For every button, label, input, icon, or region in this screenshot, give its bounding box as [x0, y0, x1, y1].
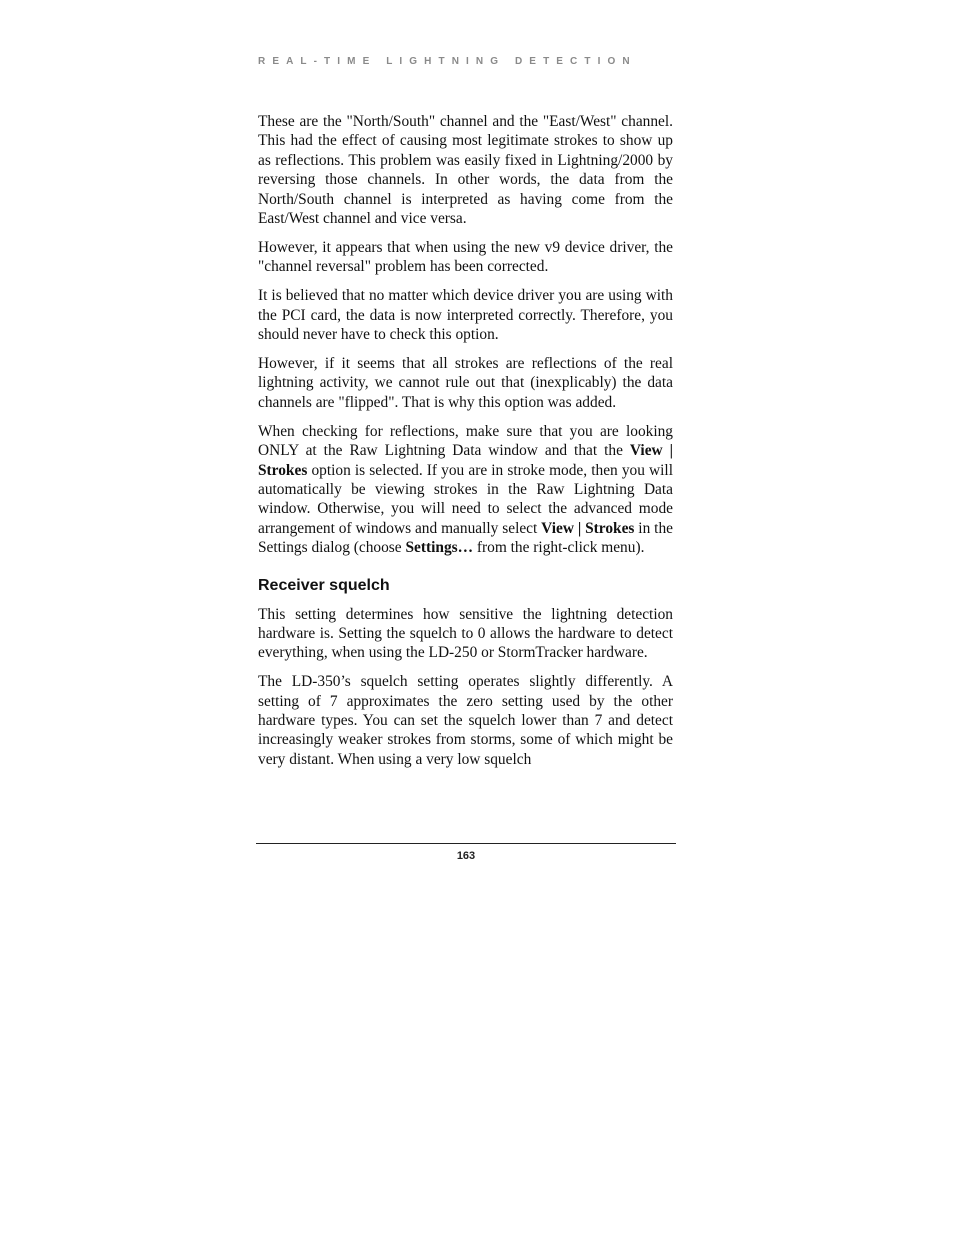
paragraph-channel-reversal: These are the "North/South" channel and the "East/West" channel. This had the effect of causing most legitimate strokes to show up as reflections. This problem was easily fixed in Lightning/2000 by reversing those channels. In other words, the data from the North/South channel is interpreted as having come from the East/West channel and vice versa. [258, 113, 673, 228]
paragraph-squelch-sensitivity: This setting determines how sensitive the lightning detection hardware is. Setting the squelch to 0 allows the hardware to detect everything, when using the LD-250 or StormTracker hardware. [258, 605, 673, 662]
page-number: 163 [456, 850, 476, 862]
page-body [258, 112, 673, 779]
menu-path-view-strokes: View | Strokes [541, 519, 635, 537]
running-header: REAL-TIME LIGHTNING DETECTION [258, 56, 637, 67]
paragraph-pci-card: It is believed that no matter which device driver you are using with the PCI card, the data is now interpreted correctly. Therefore, you should never have to check this option. [258, 287, 673, 344]
paragraph-v9-driver: However, it appears that when using the new v9 device driver, the "channel reversal" problem has been corrected. [258, 238, 673, 276]
text-run: option is selected. If you are in stroke mode, then you will automatically be viewing strokes in the Raw Lightning Data window. Otherwise, you will need to select the advanced mode arrangement of windows and manually select [258, 461, 673, 537]
footer-divider [256, 843, 676, 844]
paragraph-checking-reflections [258, 422, 673, 558]
text-run: in the Settings dialog (choose [258, 519, 673, 557]
text-run: from the right-click menu). [473, 539, 645, 557]
menu-item-settings: Settings… [405, 539, 474, 557]
text-run: When checking for reflections, make sure that you are looking ONLY at the Raw Lightning Data window and that the [258, 422, 673, 460]
paragraph-flipped-channels: However, if it seems that all strokes are reflections of the real lightning activity, we cannot rule out that (inexplicably) the data channels are "flipped". That is why this option was added. [258, 354, 673, 411]
paragraph-ld350-squelch: The LD-350’s squelch setting operates slightly differently. A setting of 7 approximates the zero setting used by the other hardware types. You can set the squelch lower than 7 and detect increasingly weaker strokes from storms, some of which might be very distant. When using a very low squelch [258, 673, 673, 768]
menu-path-view-strokes: View | Strokes [258, 442, 673, 479]
section-heading-receiver-squelch: Receiver squelch [258, 576, 390, 594]
